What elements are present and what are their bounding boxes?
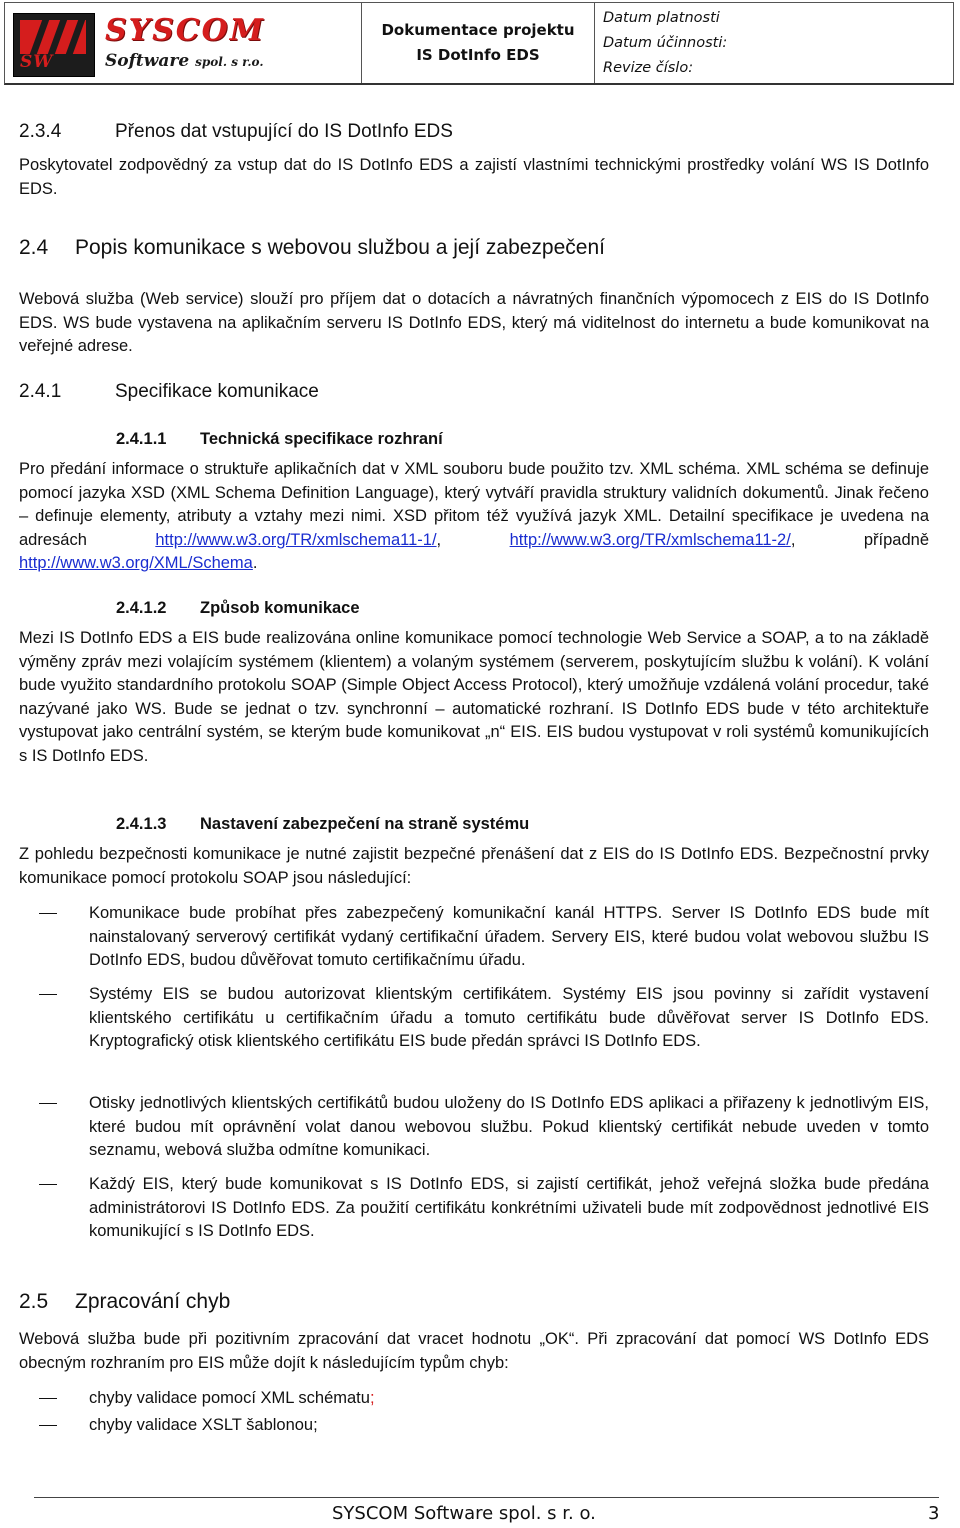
heading-text: Způsob komunikace [200,599,360,617]
list-item-text: Otisky jednotlivých klientských certifikátů budou uloženy do IS DotInfo EDS aplikaci a přiřazeny k jednotlivým EIS, které budou mít oprávnění volat danou webovou službu. Pokud klientský certifikát nebude uveden v tomto seznamu, webová služba odmítne komunikaci. [89,1094,929,1159]
list-item-text: chyby validace XSLT šablonou; [89,1416,318,1434]
list-item-text: Systémy EIS se budou autorizovat klientským certifikátem. Systémy EIS jsou povinny si zařídit vystavení klientského certifikátu u certifikačním úřadu a tomuto certifikátu bude důvěřovat server IS DotInfo EDS. Kryptografický otisk klientského certifikátu EIS bude předán správci IS DotInfo EDS. [89,985,929,1050]
heading-number: 2.4.1.3 [116,815,167,833]
logo-subtitle [105,51,264,71]
company-logo [5,3,362,83]
heading-number: 2.4.1.2 [116,599,167,617]
heading-text: Nastavení zabezpečení na straně systému [200,815,530,833]
heading-2-4-1 [19,381,319,403]
dash-bullet-icon [19,983,89,1054]
logo-mark-icon [13,13,95,77]
doc-title: Dokumentace projektu [381,21,575,39]
link-xml-schema[interactable]: http://www.w3.org/XML/Schema [19,554,253,572]
list-item-text: Komunikace bude probíhat přes zabezpečený komunikační kanál HTTPS. Server IS DotInfo EDS bude mít nainstalovaný serverový certifikát vydaný certifikační úřadem. Servery EIS, které budou volat webovou službu IS DotInfo EDS, budou důvěřovat tomuto certifikačnímu úřadu. [89,904,929,969]
dash-bullet-icon [19,1173,89,1244]
list-item-text-end: ; [369,1389,375,1407]
heading-text: Zpracování chyb [75,1290,231,1313]
page-header [4,2,954,85]
paragraph-2-3-4: Poskytovatel zodpovědný za vstup dat do IS DotInfo EDS a zajistí vlastními technickými prostředky volání WS IS DotInfo EDS. [19,156,929,198]
paragraph-end: . [252,554,258,572]
footer-company: SYSCOM Software spol. s r. o. [332,1503,596,1524]
list-item [19,1173,929,1244]
list-item-text [89,1387,929,1411]
heading-number: 2.4.1.1 [116,430,167,448]
header-document-info [362,3,595,83]
dash-bullet-icon [19,902,89,973]
heading-2-4-1-3 [116,815,529,834]
heading-number: 2.5 [19,1290,49,1313]
separator: , [436,530,510,549]
dash-bullet-icon [19,1092,89,1163]
list-item [19,1387,929,1411]
list-item [19,1092,929,1163]
link-xmlschema11-2[interactable]: http://www.w3.org/TR/xmlschema11-2/ [509,530,791,549]
heading-text: Přenos dat vstupující do IS DotInfo EDS [115,121,453,142]
heading-number: 2.4 [19,236,49,259]
dash-bullet-icon [19,1414,89,1438]
heading-text: Technická specifikace rozhraní [200,430,443,448]
meta-effective-date: Datum účinnosti: [603,34,728,51]
logo-title: SYSCOM [105,13,265,48]
list-item-text: Každý EIS, který bude komunikovat s IS DotInfo EDS, si zajistí certifikát, jehož veřejná složka bude předána administrátorovi IS DotInfo EDS. Za použití certifikátu konkrétními uživateli bude mít zodpovědnost jednotlivé EIS komunikující s IS DotInfo EDS. [89,1175,929,1240]
heading-2-4-1-1 [116,430,443,449]
footer-page-number: 3 [928,1503,940,1524]
list-item-text-main: chyby validace pomocí XML schématu [89,1389,370,1407]
meta-valid-date: Datum platnosti [603,9,720,26]
logo-subtitle-small: spol. s r.o. [195,55,264,69]
meta-revision: Revize číslo: [603,59,694,76]
logo-mark-text: SW [20,52,54,72]
header-meta [595,3,953,83]
paragraph-2-4-1-1 [19,458,929,576]
paragraph-2-4-1-3: Z pohledu bezpečnosti komunikace je nutné zajistit bezpečné přenášení dat z EIS do IS DotInfo EDS. Bezpečnostní prvky komunikace pomocí protokolu SOAP jsou následující: [19,845,929,887]
paragraph-text: Pro předání informace o struktuře aplikačních dat v XML souboru bude použito tzv. XML schéma. XML schéma se definuje pomocí jazyka XSD (XML Schema Definition Language), který vytváří pravidla struktury validních dokumentů. Jinak řečeno – definuje elementy, atributy a vztahy mezi nimi. XSD přitom též využívá jazyk XML. Detailní specifikace je uvedena na adresách [19,460,929,549]
heading-2-5 [19,1290,230,1314]
heading-2-4-1-2 [116,599,360,618]
heading-text: Specifikace komunikace [115,381,319,402]
separator: , případně [790,530,929,549]
paragraph-2-4: Webová služba (Web service) slouží pro příjem dat o dotacích a návratných finančních výpomocech z EIS do IS DotInfo EDS. WS bude vystavena na aplikačním serveru IS DotInfo EDS, který má viditelnost do internetu a bude komunikovat na veřejné adrese. [19,290,929,355]
heading-2-3-4 [19,121,453,143]
list-item [19,902,929,973]
paragraph-2-4-1-2: Mezi IS DotInfo EDS a EIS bude realizována online komunikace pomocí technologie Web Service a SOAP, a to na základě výměny zpráv mezi volajícím systémem (klientem) a volaným systémem (serverem, poskytujícím službu k volání). K volání bude využito standardního protokolu SOAP (Simple Object Access Protocol), který umožňuje vzdálená volání procedur, také nazývané jako WS. Bude se jednat o tzv. synchronní – automatické rozhraní. IS DotInfo EDS bude v této architektuře vystupovat jako centrální systém, se kterým bude komunikovat „n“ EIS. EIS budou vystupovat v roli systémů komunikujících s IS DotInfo EDS. [19,629,929,765]
heading-number: 2.4.1 [19,381,62,402]
dash-bullet-icon [19,1387,89,1411]
footer-divider [34,1497,939,1498]
heading-2-4 [19,236,605,260]
heading-text: Popis komunikace s webovou službou a její zabezpečení [75,236,605,259]
paragraph-2-5: Webová služba bude při pozitivním zpracování dat vracet hodnotu „OK“. Při zpracování dat pomocí WS DotInfo EDS obecným rozhraním pro EIS může dojít k následujícím typům chyb: [19,1330,929,1372]
link-xmlschema11-1[interactable]: http://www.w3.org/TR/xmlschema11-1/ [155,530,437,549]
project-name: IS DotInfo EDS [416,46,540,64]
list-item [19,983,929,1054]
heading-number: 2.3.4 [19,121,62,142]
list-item [19,1414,929,1438]
logo-subtitle-main: Software [105,51,190,71]
